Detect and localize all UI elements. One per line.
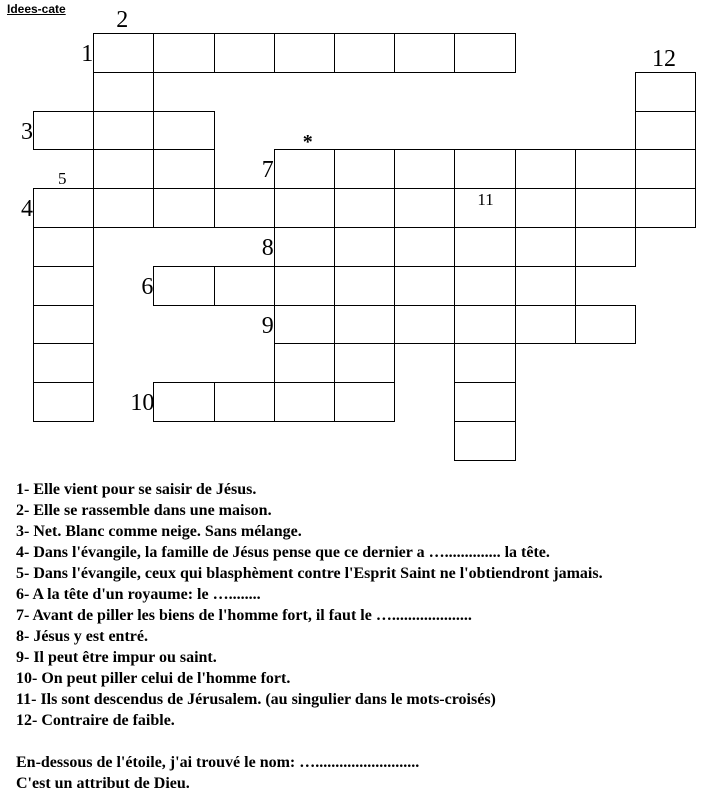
clue-number-4: 4 — [21, 196, 33, 223]
grid-cell[interactable] — [33, 111, 94, 151]
grid-cell[interactable] — [93, 72, 154, 112]
grid-cell[interactable] — [575, 149, 636, 189]
grid-cell[interactable] — [274, 382, 335, 422]
grid-cell[interactable] — [394, 305, 455, 345]
grid-cell[interactable] — [93, 188, 154, 228]
clue-number-3: 3 — [21, 118, 33, 145]
clue-item: 4- Dans l'évangile, la famille de Jésus pense que ce dernier a ….............. la tête. — [16, 544, 550, 561]
grid-cell[interactable] — [153, 382, 214, 422]
grid-cell[interactable] — [635, 149, 696, 189]
brand-label: Idees-cate — [7, 2, 66, 16]
grid-cell[interactable] — [274, 343, 335, 383]
grid-cell[interactable] — [33, 188, 94, 228]
grid-cell[interactable] — [214, 188, 275, 228]
grid-cell[interactable] — [515, 149, 576, 189]
grid-cell[interactable] — [93, 33, 154, 73]
clue-number-8: 8 — [261, 235, 274, 261]
clue-number-5: 5 — [58, 169, 67, 189]
grid-cell[interactable] — [394, 33, 455, 73]
grid-cell[interactable] — [214, 382, 275, 422]
clue-item: 5- Dans l'évangile, ceux qui blasphèment contre l'Esprit Saint ne l'obtiendront jamais. — [16, 565, 603, 582]
grid-cell[interactable] — [394, 227, 455, 267]
grid-cell[interactable] — [515, 305, 576, 345]
clue-number-12: 12 — [652, 45, 676, 72]
grid-cell[interactable] — [635, 111, 696, 151]
clue-number-6: 6 — [141, 273, 154, 300]
grid-cell[interactable] — [214, 266, 275, 306]
grid-cell[interactable] — [515, 266, 576, 306]
grid-cell[interactable] — [454, 33, 515, 73]
grid-cell[interactable] — [635, 72, 696, 112]
grid-cell[interactable] — [454, 343, 515, 383]
grid-cell[interactable] — [635, 188, 696, 228]
grid-cell[interactable] — [153, 266, 214, 306]
clue-item: 11- Ils sont descendus de Jérusalem. (au singulier dans le mots-croisés) — [16, 691, 496, 708]
grid-cell[interactable] — [274, 266, 335, 306]
grid-cell[interactable] — [93, 111, 154, 151]
clue-number-2: 2 — [116, 7, 129, 33]
clue-item: 12- Contraire de faible. — [16, 712, 175, 729]
grid-cell[interactable] — [334, 305, 395, 345]
grid-cell[interactable] — [153, 149, 214, 189]
grid-cell[interactable] — [454, 227, 515, 267]
grid-cell[interactable] — [33, 266, 94, 306]
clue-item: 3- Net. Blanc comme neige. Sans mélange. — [16, 523, 302, 540]
clue-number-9: 9 — [261, 312, 274, 339]
footer-note: C'est un attribut de Dieu. — [16, 775, 190, 792]
clue-list — [16, 479, 603, 731]
grid-cell[interactable] — [454, 149, 515, 189]
clue-item: 1- Elle vient pour se saisir de Jésus. — [16, 481, 257, 498]
grid-cell[interactable] — [153, 33, 214, 73]
clue-number-7: 7 — [261, 157, 274, 184]
clue-item: 2- Elle se rassemble dans une maison. — [16, 502, 272, 519]
clue-number-10: 10 — [130, 390, 155, 417]
grid-cell[interactable] — [454, 305, 515, 345]
grid-cell[interactable] — [93, 149, 154, 189]
grid-cell[interactable] — [214, 33, 275, 73]
grid-cell[interactable] — [394, 266, 455, 306]
clue-number-11: 11 — [477, 190, 494, 210]
grid-cell[interactable] — [575, 188, 636, 228]
grid-cell[interactable] — [575, 227, 636, 267]
grid-cell[interactable] — [394, 149, 455, 189]
grid-cell[interactable] — [153, 188, 214, 228]
clue-number-1: 1 — [81, 41, 94, 67]
grid-cell[interactable] — [454, 266, 515, 306]
grid-cell[interactable] — [334, 343, 395, 383]
grid-cell[interactable] — [33, 305, 94, 345]
footer — [16, 752, 419, 794]
grid-cell[interactable] — [334, 382, 395, 422]
grid-cell[interactable] — [274, 227, 335, 267]
grid-cell[interactable] — [334, 33, 395, 73]
grid-cell[interactable] — [454, 421, 515, 461]
grid-cell[interactable] — [274, 305, 335, 345]
grid-cell[interactable] — [274, 188, 335, 228]
clue-item: 10- On peut piller celui de l'homme fort. — [16, 670, 291, 687]
grid-cell[interactable] — [153, 111, 214, 151]
grid-cell[interactable] — [33, 343, 94, 383]
grid-cell[interactable] — [33, 382, 94, 422]
grid-cell[interactable] — [575, 305, 636, 345]
grid-cell[interactable] — [334, 227, 395, 267]
grid-cell[interactable] — [274, 149, 335, 189]
grid-cell[interactable] — [454, 382, 515, 422]
clue-item: 8- Jésus y est entré. — [16, 628, 148, 645]
grid-cell[interactable] — [334, 149, 395, 189]
grid-cell[interactable] — [33, 227, 94, 267]
clue-item: 7- Avant de piller les biens de l'homme fort, il faut le ….................... — [16, 607, 472, 624]
grid-cell[interactable] — [515, 188, 576, 228]
star-marker: * — [302, 131, 313, 154]
grid-cell[interactable] — [334, 266, 395, 306]
grid-cell[interactable] — [515, 227, 576, 267]
grid-cell[interactable] — [334, 188, 395, 228]
grid-cell[interactable] — [274, 33, 335, 73]
footer-question: En-dessous de l'étoile, j'ai trouvé le nom: ….......................... — [16, 754, 420, 771]
clue-item: 6- A la tête d'un royaume: le …........ — [16, 586, 261, 603]
grid-cell[interactable] — [394, 188, 455, 228]
clue-item: 9- Il peut être impur ou saint. — [16, 649, 217, 666]
